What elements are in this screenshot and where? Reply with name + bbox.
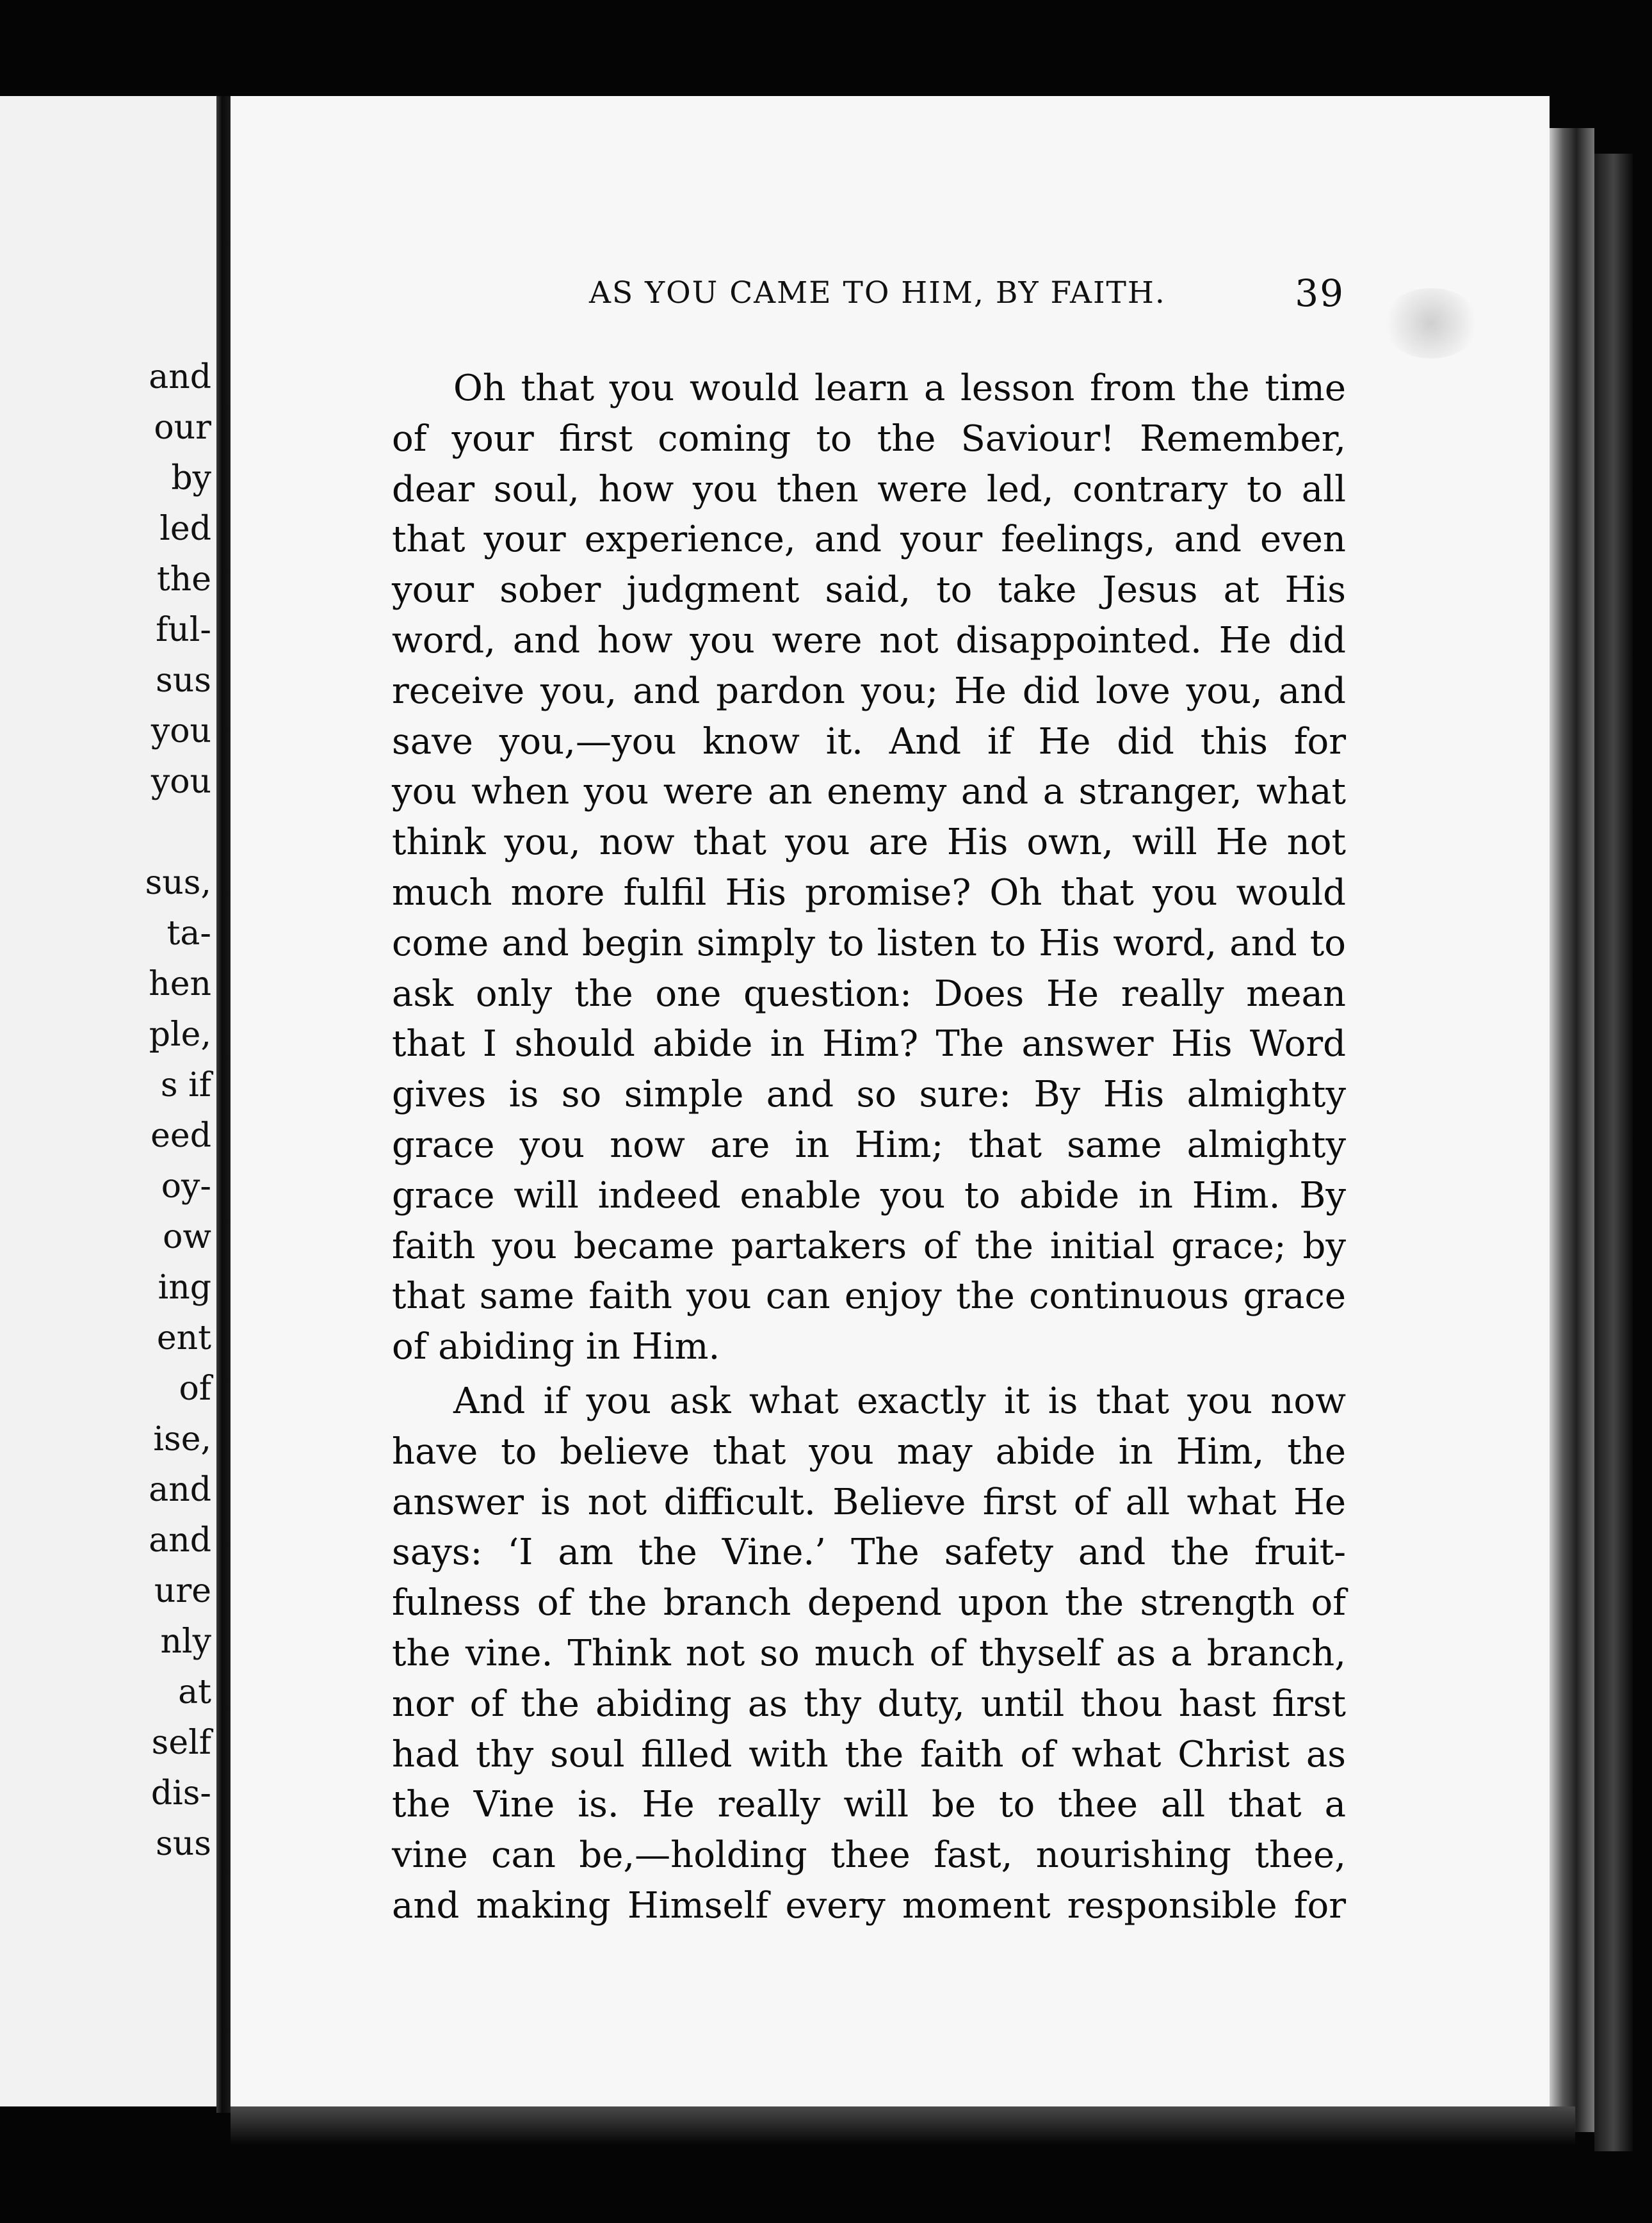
- text-line: you when you were an enemy and a stranger, what: [392, 771, 1346, 813]
- left-page-fragment: you: [150, 763, 211, 801]
- left-page-fragment: ing: [158, 1268, 211, 1307]
- text-line: that your experience, and your feelings, and even: [392, 519, 1346, 561]
- left-page-fragment: sus,: [145, 864, 211, 902]
- text-line: grace you now are in Him; that same almighty: [392, 1124, 1346, 1166]
- left-page-fragment: ure: [154, 1572, 211, 1610]
- page-smudge: [1383, 288, 1479, 359]
- left-page-fragment: our: [154, 408, 211, 447]
- text-line: ask only the one question: Does He really mean: [392, 973, 1346, 1015]
- text-line: And if you ask what exactly it is that you now: [453, 1380, 1346, 1422]
- text-line: word, and how you were not disappointed. He did: [392, 619, 1346, 661]
- left-page-fragment: of: [179, 1370, 211, 1408]
- left-page-fragment: ow: [163, 1218, 211, 1256]
- page-number: 39: [1295, 271, 1345, 315]
- body-text: [392, 364, 1346, 1932]
- left-page-fragment: [0, 807, 211, 858]
- text-line: receive you, and pardon you; He did love you, and: [392, 670, 1346, 712]
- text-line: nor of the abiding as thy duty, until thou hast first: [392, 1683, 1346, 1725]
- text-line: gives is so simple and so sure: By His almighty: [392, 1074, 1346, 1116]
- left-page-fragment: ple,: [149, 1015, 211, 1054]
- text-line: and making Himself every moment responsible for: [392, 1884, 1346, 1927]
- paragraph: [392, 1377, 1346, 1932]
- left-page-fragment: the: [156, 560, 211, 599]
- text-line: save you,—you know it. And if He did this for: [392, 720, 1346, 763]
- running-head: AS YOU CAME TO HIM, BY FAITH.: [589, 275, 1166, 311]
- page-bottom-shadow: [231, 2106, 1575, 2145]
- left-page-fragment: dis-: [150, 1774, 211, 1813]
- text-line: come and begin simply to listen to His word, and to: [392, 922, 1346, 964]
- text-line: answer is not difficult. Believe first of all what He: [392, 1481, 1346, 1523]
- text-line: your sober judgment said, to take Jesus at His: [392, 569, 1346, 611]
- book-gutter: [216, 96, 231, 2113]
- left-page-fragment: s if: [160, 1066, 211, 1104]
- text-line: says: ‘I am the Vine.’ The safety and the fruit-: [392, 1532, 1346, 1574]
- left-page-fragment: ta-: [166, 914, 211, 953]
- text-line: faith you became partakers of the initial grace; by: [392, 1225, 1346, 1267]
- left-page-fragment: ent: [156, 1319, 211, 1357]
- left-page-fragment: led: [159, 510, 211, 548]
- left-page-text-fragments: [0, 352, 211, 1870]
- left-page-fragment: sus: [156, 661, 211, 700]
- book-cover-edge: [1594, 154, 1633, 2151]
- left-page-fragment: and: [149, 1471, 211, 1509]
- text-line: dear soul, how you then were led, contrary to all: [392, 468, 1346, 510]
- text-line: of abiding in Him.: [392, 1326, 720, 1368]
- page-header: [589, 271, 1357, 320]
- paragraph: [392, 364, 1346, 1373]
- left-page-fragment: and: [149, 1521, 211, 1560]
- text-line: much more fulfil His promise? Oh that you would: [392, 871, 1346, 914]
- left-page: [0, 96, 221, 2106]
- text-line: fulness of the branch depend upon the strength of: [392, 1582, 1346, 1624]
- left-page-fragment: hen: [149, 965, 211, 1003]
- left-page-fragment: at: [178, 1673, 211, 1711]
- text-line: Oh that you would learn a lesson from the time: [453, 368, 1346, 409]
- text-line: that I should abide in Him? The answer His Word: [392, 1023, 1346, 1065]
- left-page-fragment: self: [151, 1724, 211, 1762]
- text-line: the vine. Think not so much of thyself as a branch,: [392, 1632, 1346, 1674]
- left-page-fragment: and: [149, 358, 211, 396]
- left-page-fragment: sus: [156, 1825, 211, 1863]
- text-line: of your first coming to the Saviour! Remember,: [392, 417, 1346, 460]
- page-edge: [1550, 128, 1594, 2132]
- text-line: think you, now that you are His own, will He not: [392, 821, 1346, 864]
- text-line: have to believe that you may abide in Him, the: [392, 1430, 1346, 1473]
- left-page-fragment: oy-: [161, 1167, 211, 1206]
- left-page-fragment: ise,: [153, 1420, 211, 1459]
- text-line: vine can be,—holding thee fast, nourishing thee,: [392, 1834, 1346, 1877]
- left-page-fragment: nly: [160, 1622, 211, 1661]
- left-page-fragment: ful-: [156, 611, 211, 649]
- text-line: had thy soul filled with the faith of what Christ as: [392, 1733, 1346, 1775]
- left-page-fragment: you: [150, 712, 211, 750]
- text-line: grace will indeed enable you to abide in Him. By: [392, 1174, 1346, 1217]
- left-page-fragment: eed: [150, 1117, 211, 1155]
- left-page-fragment: by: [171, 459, 211, 497]
- text-line: that same faith you can enjoy the continuous grace: [392, 1275, 1346, 1318]
- text-line: the Vine is. He really will be to thee all that a: [392, 1784, 1346, 1826]
